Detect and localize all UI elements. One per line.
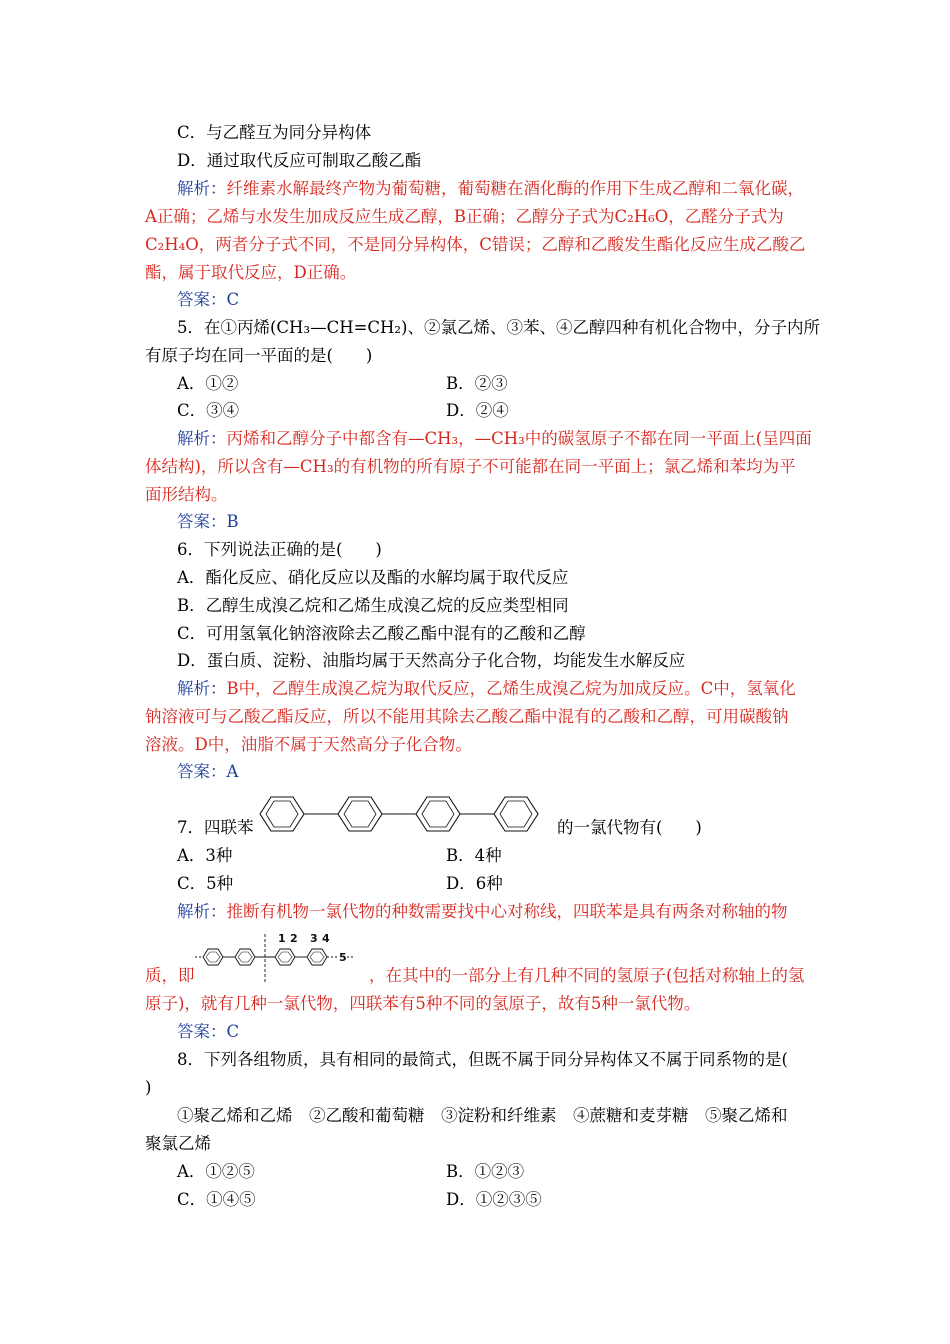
q8-option-b: B．①②③ — [446, 1162, 525, 1181]
label-1: 1 — [278, 932, 286, 945]
q6-option-c: C．可用氢氧化钠溶液除去乙酸乙酯中混有的乙酸和乙醇 — [177, 624, 586, 643]
label-2: 2 — [290, 932, 298, 945]
q6-analysis-line-1: 解析：B中，乙醇生成溴乙烷为取代反应，乙烯生成溴乙烷为加成反应。C中，氢氧化 — [177, 679, 796, 698]
analysis-label: 解析： — [177, 179, 227, 198]
q6-analysis-line-3: 溶液。D中，油脂不属于天然高分子化合物。 — [145, 735, 472, 754]
q8-items-line-1: ①聚乙烯和乙烯 ②乙酸和葡萄糖 ③淀粉和纤维素 ④蔗糖和麦芽糖 ⑤聚乙烯和 — [177, 1106, 788, 1125]
q5-stem-line-1: 5．在①丙烯(CH₃—CH=CH₂)、②氯乙烯、③苯、④乙醇四种有机化合物中，分子内所 — [177, 318, 820, 337]
q6-option-b: B．乙醇生成溴乙烷和乙烯生成溴乙烷的反应类型相同 — [177, 596, 569, 615]
benzene-ring-4 — [494, 797, 538, 831]
q8-items-line-2: 聚氯乙烯 — [145, 1134, 211, 1153]
q5-option-a: A．①② — [177, 374, 239, 393]
q7-analysis-line-2a: 质，即 — [145, 966, 195, 985]
q5-option-c: C．③④ — [177, 401, 240, 420]
benzene-ring-3 — [416, 797, 460, 831]
q4-answer: 答案：C — [177, 290, 240, 309]
q5-analysis-line-1: 解析：丙烯和乙醇分子中都含有—CH₃，—CH₃中的碳氢原子不都在同一平面上(呈四面 — [177, 429, 812, 448]
q5-stem-line-2: 有原子均在同一平面的是( ) — [145, 346, 373, 365]
q6-stem: 6．下列说法正确的是( ) — [177, 540, 382, 559]
q8-option-d: D．①②③⑤ — [446, 1190, 542, 1209]
analysis-label: 解析： — [177, 679, 227, 698]
q7-option-d: D．6种 — [446, 874, 503, 893]
q7-stem-suffix: 的一氯代物有( ) — [557, 818, 702, 837]
q8-option-a: A．①②⑤ — [177, 1162, 255, 1181]
q5-analysis-line-2: 体结构)，所以含有—CH₃的有机物的所有原子不可能都在同一平面上；氯乙烯和苯均为平 — [145, 457, 796, 476]
q4-analysis-line-2: A正确；乙烯与水发生加成反应生成乙醇，B正确；乙醇分子式为C₂H₆O，乙醛分子式为 — [145, 207, 784, 226]
q5-answer: 答案：B — [177, 512, 239, 531]
q7-answer: 答案：C — [177, 1022, 240, 1041]
q8-stem-line-2: ) — [145, 1078, 152, 1097]
q4-option-d: D．通过取代反应可制取乙酸乙酯 — [177, 151, 422, 170]
q8-option-c: C．①④⑤ — [177, 1190, 256, 1209]
benzene-ring-1 — [260, 797, 304, 831]
quaterphenyl-structure — [256, 790, 556, 838]
label-5: 5 — [339, 951, 347, 964]
q5-analysis-line-3: 面形结构。 — [145, 485, 228, 504]
q4-option-c: C．与乙醛互为同分异构体 — [177, 123, 372, 142]
q4-analysis-line-1: 解析：纤维素水解最终产物为葡萄糖，葡萄糖在酒化酶的作用下生成乙醇和二氧化碳， — [177, 179, 804, 198]
q6-option-a: A．酯化反应、硝化反应以及酯的水解均属于取代反应 — [177, 568, 569, 587]
q7-analysis-line-3: 原子)，就有几种一氯代物，四联苯有5种不同的氢原子，故有5种一氯代物。 — [145, 994, 701, 1013]
q6-answer: 答案：A — [177, 762, 239, 781]
benzene-ring-2 — [338, 797, 382, 831]
q4-analysis-line-4: 酯，属于取代反应，D正确。 — [145, 263, 357, 282]
q5-option-d: D．②④ — [446, 401, 509, 420]
q8-stem-line-1: 8．下列各组物质，具有相同的最简式，但既不属于同分异构体又不属于同系物的是( — [177, 1050, 788, 1069]
q7-option-b: B．4种 — [446, 846, 502, 865]
q6-option-d: D．蛋白质、淀粉、油脂均属于天然高分子化合物，均能发生水解反应 — [177, 651, 686, 670]
q7-analysis-line-2b: ，在其中的一部分上有几种不同的氢原子(包括对称轴上的氢 — [369, 966, 805, 985]
q7-option-a: A．3种 — [177, 846, 233, 865]
analysis-label: 解析： — [177, 902, 227, 921]
q4-analysis-line-3: C₂H₄O，两者分子式不同，不是同分异构体，C错误；乙醇和乙酸发生酯化反应生成乙酸乙 — [145, 235, 806, 254]
label-3: 3 — [310, 932, 318, 945]
analysis-label: 解析： — [177, 429, 227, 448]
q6-analysis-line-2: 钠溶液可与乙酸乙酯反应，所以不能用其除去乙酸乙酯中混有的乙酸和乙醇，可用碳酸钠 — [145, 707, 789, 726]
symmetry-axis-diagram — [195, 928, 365, 986]
q7-analysis-line-1: 解析：推断有机物一氯代物的种数需要找中心对称线，四联苯是具有两条对称轴的物 — [177, 902, 788, 921]
q7-option-c: C．5种 — [177, 874, 234, 893]
q7-stem-prefix: 7．四联苯 — [177, 818, 254, 837]
label-4: 4 — [322, 932, 330, 945]
q5-option-b: B．②③ — [446, 374, 508, 393]
